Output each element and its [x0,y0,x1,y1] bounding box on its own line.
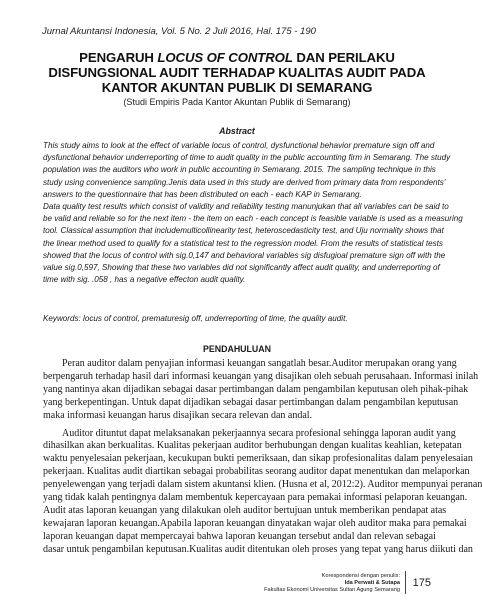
abstract-line: dysfunctional behavior underreporting of time to audit quality in the public accounting firm in Semarang. The study [43,153,451,163]
body-line: kewajaran laporan keuangan.Apabila laporan keuangan dinyatakan wajar oleh auditor maka para pemakai [43,517,467,529]
body-line: Peran auditor dalam penyajian informasi keuangan sangatlah besar.Auditor merupakan orang yang [62,358,457,369]
paragraph [43,358,479,423]
body-line: Audit atas laporan keuangan yang dilakukan oleh auditor bertujuan untuk memberikan pendapat atas [43,504,447,516]
paragraph [43,427,482,557]
abstract-line: answers to the questionnaire that has been distributed on each - each KAP in Semarang. [43,189,362,199]
abstract-line: study using convenience sampling.Jenis data used in this study are derived from primary data from respondents' [43,177,446,187]
abstract-line: the linear method used to qualify for a statistical test to the regression model. From the results of statistical tests [43,238,443,248]
body-line: penyelewengan yang terjadi dalam sistem akuntansi klien. (Husna et al, 2012:2). Auditor mempunyai peranan [43,479,482,491]
title-line-1: PENGARUH LOCUS OF CONTROL DAN PERILAKU [79,50,395,65]
keywords: Keywords: locus of control, prematuresig off, underreporting of time, the quality audit. [43,314,348,323]
article-subtitle: (Studi Empiris Pada Kantor Akuntan Publik di Semarang) [123,97,351,107]
body-text [43,358,482,562]
body-line: waktu penyelesaian pekerjaan, kecukupan bukti pemeriksaan, dan sikap profesionalitas dalam penyelesaian [43,453,473,465]
article-title [30,50,444,95]
body-line: yang berkepentingan. Untuk dapat dijadikan sebagai dasar pertimbangan dalam pengambilan keputusan [43,396,459,408]
abstract-line: tool. Classical assumption that includemulticollinearity test, heteroscedasticity test, and Uju normality shows that [43,226,444,236]
body-line: laporan keuangan dapat mempercayai bahwa laporan keuangan tersebut andal dan relevan sebagai [43,530,436,542]
title-line-3: KANTOR AKUNTAN PUBLIK DI SEMARANG [101,80,373,95]
abstract-line: Data quality test results which consist of validity and reliability testing manunjukan that all variables can be said to [43,202,449,212]
body-line: yang tidak kalah pentingnya dalam membentuk kepercayaan para pemakai informasi pelaporan keuangan. [43,492,468,504]
abstract-line: population was the auditors who work in public accounting in Semarang. 2015. The sampling technique in this [43,165,436,175]
abstract-line: This study aims to look at the effect of variable locus of control, dysfunctional behavior premature sign off and [43,141,435,150]
body-line: pekerjaan. Kualitas audit diartikan sebagai probabilitas seorang auditor dapat menentukan dan melaporkan [43,466,470,478]
author-names: Ida Perwati & Sutapa [344,580,400,586]
abstract-line: showed that the locus of control with sig.0,147 and behavioral variables sig disfugioal premature sign off with the [43,250,446,260]
body-line: yang nantinya akan dijadikan sebagai dasar pertimbangan dalam pengambilan keputusan oleh pihak-pihak [43,383,469,395]
abstract-line: value sig.0,597, Showing that these two variables did not significantly affect audit quality, and underreporting of [43,263,440,273]
body-line: dasar untuk pengambilan keputusan.Kualitas audit ditentukan oleh proses yang tepat yang harus diikuti dan [43,543,473,555]
abstract-line: time with sig. .058 , has a negative effecton audit quality. [43,275,246,285]
body-line: dihasilkan akan berkualitas. Kualitas pekerjaan auditor berhubungan dengan kualitas keahlian, ketepatan [43,440,462,452]
journal-reference: Jurnal Akuntansi Indonesia, Vol. 5 No. 2 Juli 2016, Hal. 175 - 190 [42,26,316,37]
correspondence-note: Korespondensi dengan penulis: Ida Perwati & Sutapa Fakultas Ekonomi Universitas Sultan Agung Semarang [264,573,400,593]
section-heading: PENDAHULUAN [203,344,271,354]
body-line: berpengaruh terhadap hasil dari informasi keuangan yang disajikan oleh sebuah perusahaan. Informasi inilah [43,370,479,382]
abstract-text [43,140,463,286]
page-number: 175 [405,571,431,594]
title-line-2: DISFUNGSIONAL AUDIT TERHADAP KUALITAS AUDIT PADA [48,65,426,80]
body-line: Auditor dituntut dapat melaksanakan pekerjaannya secara profesional sehingga laporan audit yang [62,427,456,439]
abstract-heading: Abstract [219,126,255,136]
body-line: maka informasi keuangan harus disajikan secara relevan dan andal. [43,409,313,421]
abstract-line: be valid and reliable so for the next item - the item on each - each concept is feasible variable is used as a measuring [43,214,463,224]
